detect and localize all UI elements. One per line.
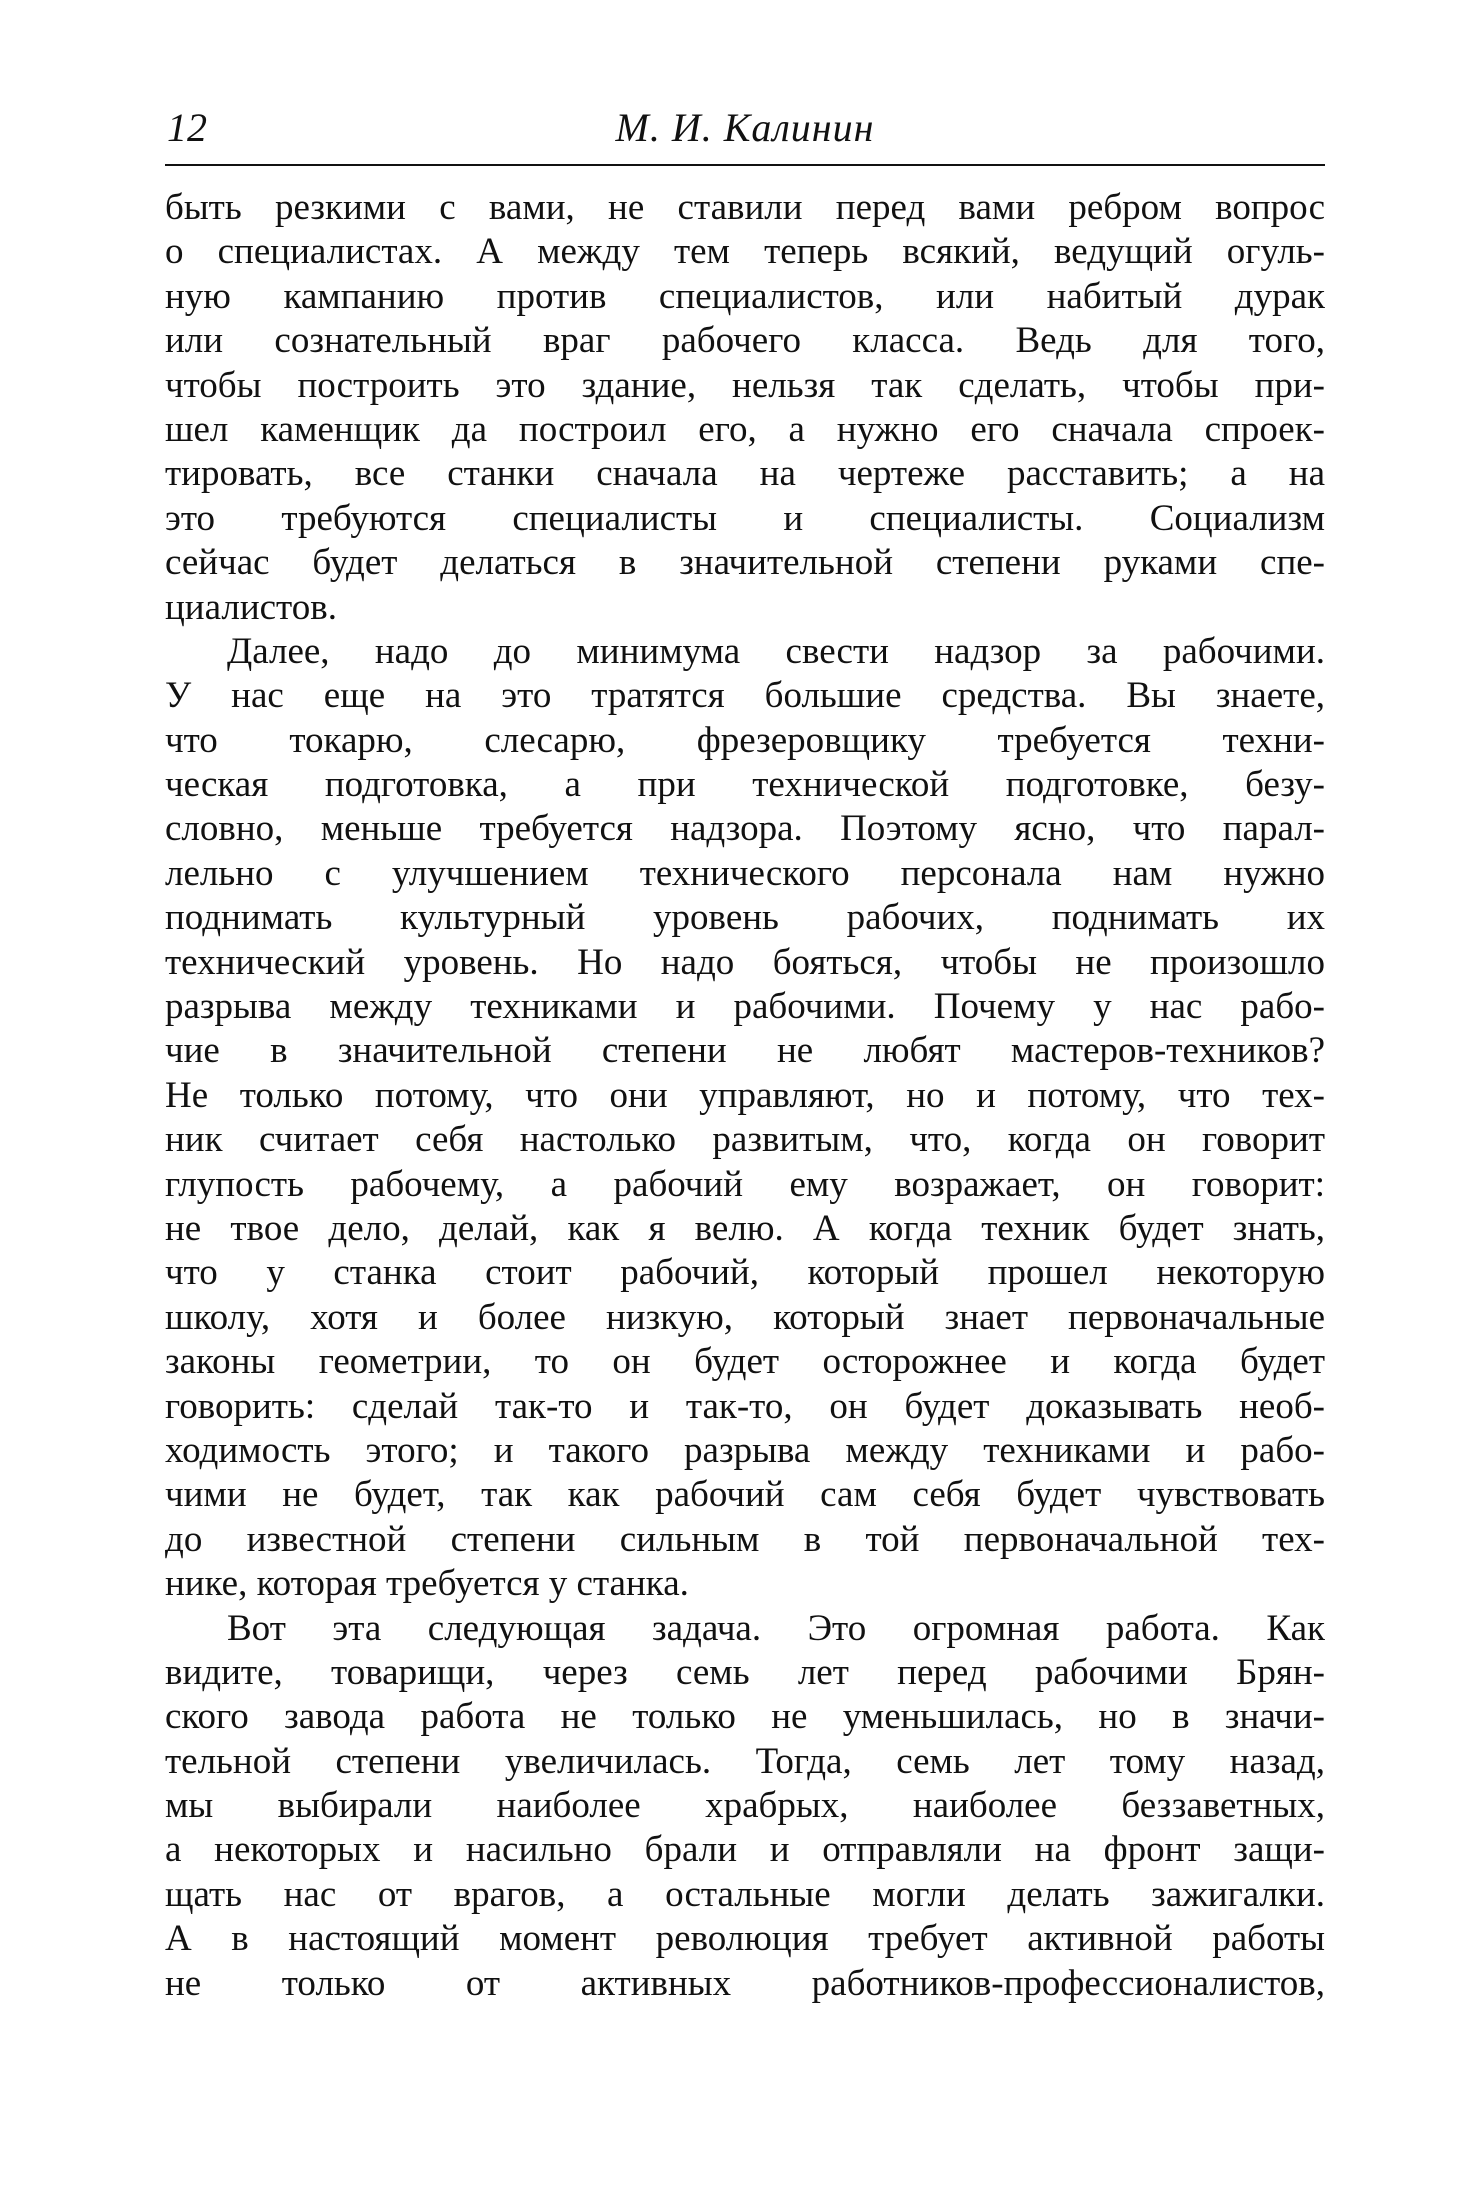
- text-line: ческая подготовка, а при технической подготовке, безу-: [165, 764, 1325, 806]
- text-line: школу, хотя и более низкую, который знает первоначальные: [165, 1296, 1325, 1338]
- text-line: не твое дело, делай, как я велю. А когда техник будет знать,: [165, 1207, 1325, 1249]
- text-line: а некоторых и насильно брали и отправляли на фронт защи-: [165, 1829, 1325, 1871]
- header-rule: [165, 164, 1325, 166]
- text-line: не только от активных работников-профессионалистов,: [165, 1962, 1325, 2004]
- running-title: М. И. Калинин: [615, 105, 875, 150]
- text-line: разрыва между техниками и рабочими. Почему у нас рабо-: [165, 986, 1325, 1028]
- text-line: нике, которая требуется у станка.: [165, 1563, 689, 1605]
- page-number: 12: [167, 105, 207, 150]
- text-line: это требуются специалисты и специалисты. Социализм: [165, 497, 1325, 539]
- text-line: словно, меньше требуется надзора. Поэтому ясно, что парал-: [165, 808, 1325, 850]
- text-line: ского завода работа не только не уменьшилась, но в значи-: [165, 1696, 1325, 1738]
- text-line: Не только потому, что они управляют, но и потому, что тех-: [165, 1074, 1325, 1116]
- text-line: чими не будет, так как рабочий сам себя будет чувствовать: [165, 1474, 1325, 1516]
- text-line: У нас еще на это тратятся большие средства. Вы знаете,: [165, 675, 1325, 717]
- text-line: ную кампанию против специалистов, или набитый дурак: [165, 275, 1325, 317]
- text-line: до известной степени сильным в той первоначальной тех-: [165, 1518, 1325, 1560]
- text-line: чие в значительной степени не любят мастеров-техников?: [165, 1030, 1325, 1072]
- text-line: мы выбирали наиболее храбрых, наиболее беззаветных,: [165, 1785, 1325, 1827]
- text-line: шел каменщик да построил его, а нужно его сначала спроек-: [165, 408, 1325, 450]
- text-line: поднимать культурный уровень рабочих, поднимать их: [165, 897, 1325, 939]
- text-line: циалистов.: [165, 586, 337, 628]
- running-head: [165, 100, 1325, 158]
- text-line: Далее, надо до минимума свести надзор за рабочими.: [227, 630, 1325, 672]
- text-line: что у станка стоит рабочий, который прошел некоторую: [165, 1252, 1325, 1294]
- text-line: А в настоящий момент революция требует активной работы: [165, 1918, 1325, 1960]
- text-line: тировать, все станки сначала на чертеже расставить; а на: [165, 453, 1325, 495]
- text-line: технический уровень. Но надо бояться, чтобы не произошло: [165, 941, 1325, 983]
- text-line: щать нас от врагов, а остальные могли делать зажигалки.: [165, 1873, 1325, 1915]
- text-line: законы геометрии, то он будет осторожнее и когда будет: [165, 1341, 1325, 1383]
- text-line: ходимость этого; и такого разрыва между техниками и рабо-: [165, 1429, 1325, 1471]
- text-line: чтобы построить это здание, нельзя так сделать, чтобы при-: [165, 364, 1325, 406]
- text-line: сейчас будет делаться в значительной степени руками спе-: [165, 542, 1325, 584]
- text-line: тельной степени увеличилась. Тогда, семь лет тому назад,: [165, 1740, 1325, 1782]
- text-line: глупость рабочему, а рабочий ему возражает, он говорит:: [165, 1163, 1325, 1205]
- text-line: Вот эта следующая задача. Это огромная работа. Как: [227, 1607, 1325, 1649]
- text-line: видите, товарищи, через семь лет перед рабочими Брян-: [165, 1651, 1325, 1693]
- text-line: ник считает себя настолько развитым, что, когда он говорит: [165, 1119, 1325, 1161]
- body-text: [165, 186, 1325, 2006]
- text-line: быть резкими с вами, не ставили перед вами ребром вопрос: [165, 187, 1325, 228]
- text-line: о специалистах. А между тем теперь всякий, ведущий огуль-: [165, 231, 1325, 273]
- book-page: [165, 100, 1325, 2006]
- text-line: говорить: сделай так-то и так-то, он будет доказывать необ-: [165, 1385, 1325, 1427]
- text-line: лельно с улучшением технического персонала нам нужно: [165, 852, 1325, 894]
- text-line: или сознательный враг рабочего класса. Ведь для того,: [165, 320, 1325, 362]
- text-line: что токарю, слесарю, фрезеровщику требуется техни-: [165, 719, 1325, 761]
